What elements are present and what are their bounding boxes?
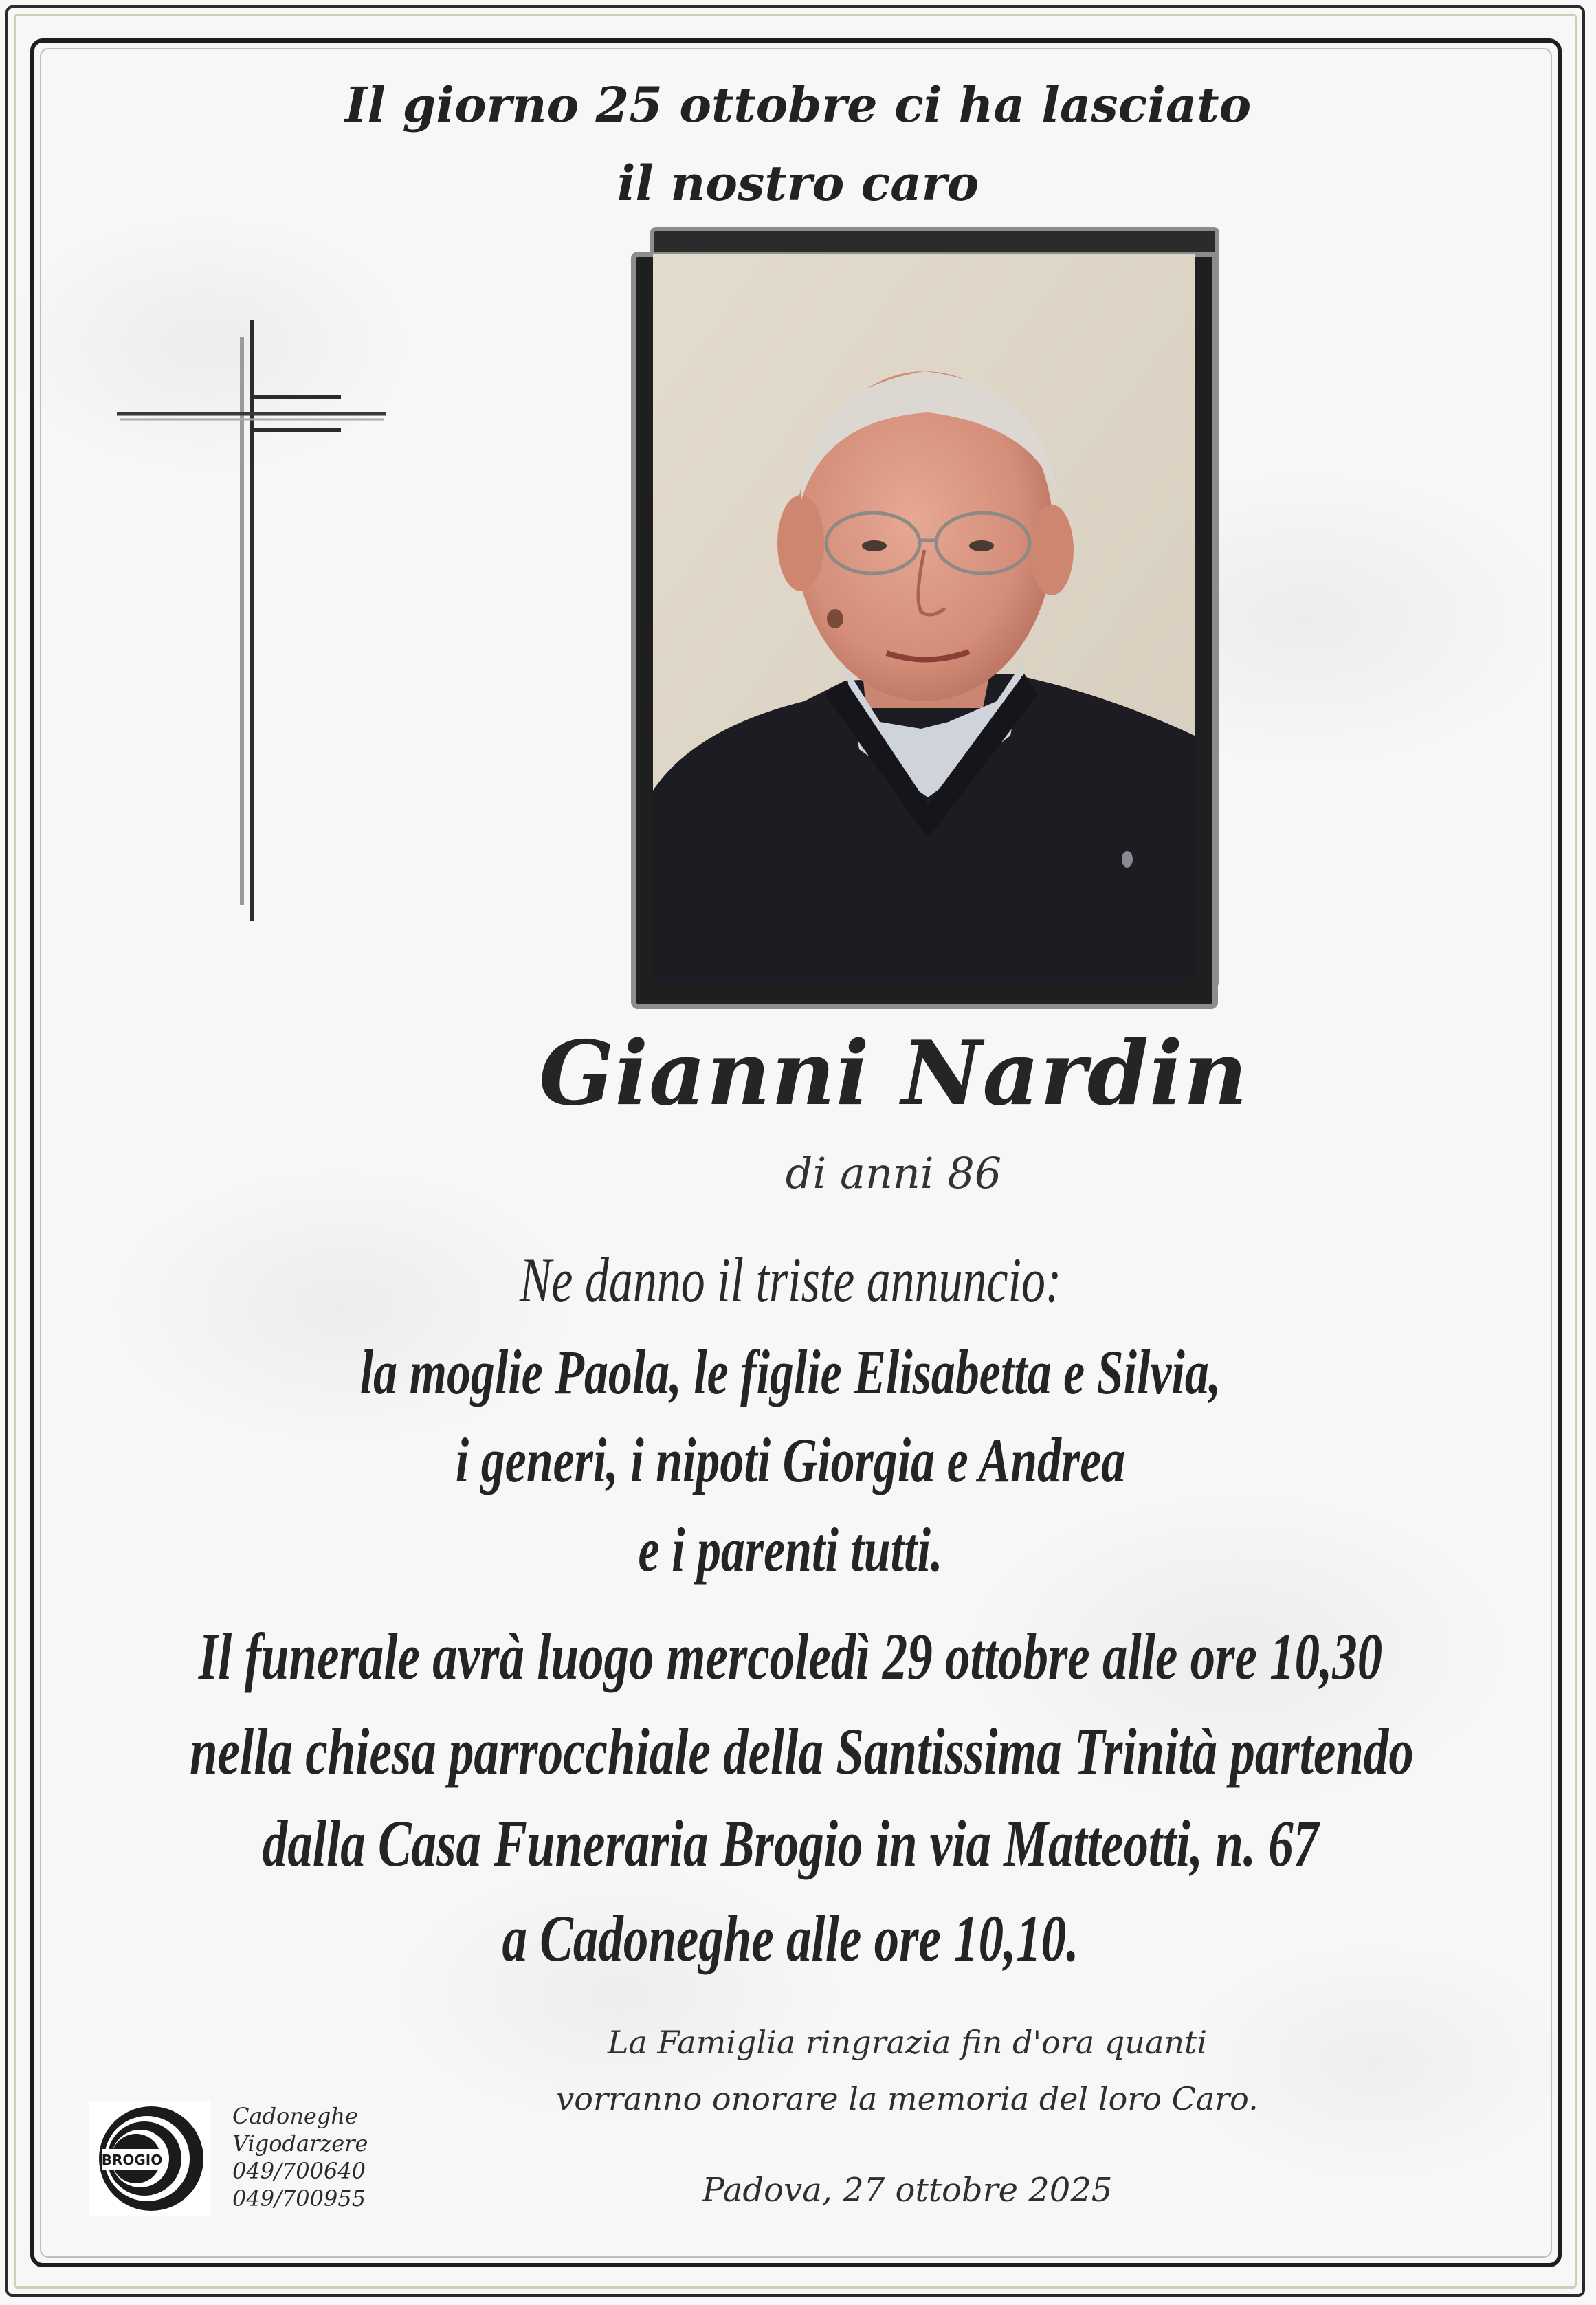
family-line: i generi, i nipoti Giorgia e Andrea bbox=[455, 1425, 1126, 1495]
thanks-line: vorranno onorare la memoria del loro Caro. bbox=[556, 2080, 1259, 2117]
funeral-home-contacts bbox=[232, 2102, 411, 2212]
brogio-logo bbox=[89, 2101, 210, 2216]
cross-icon bbox=[117, 316, 392, 935]
funeral-line: nella chiesa parrocchiale della Santissima Trinità partendo bbox=[190, 1714, 1414, 1788]
family-line: la moglie Paola, le figlie Elisabetta e Silvia, bbox=[359, 1337, 1221, 1407]
phone-number: 049/700640 bbox=[232, 2158, 366, 2184]
deceased-name: Gianni Nardin bbox=[539, 1022, 1248, 1125]
place-and-date: Padova, 27 ottobre 2025 bbox=[702, 2171, 1113, 2209]
phone-number: 049/700955 bbox=[232, 2185, 366, 2212]
funeral-line: dalla Casa Funeraria Brogio in via Matteotti, n. 67 bbox=[262, 1807, 1319, 1880]
deceased-age: di anni 86 bbox=[785, 1148, 1002, 1198]
deceased-portrait bbox=[653, 254, 1195, 982]
announcement-headline-line2: il nostro caro bbox=[617, 155, 979, 212]
logo-wordmark: BROGIO bbox=[101, 2152, 163, 2168]
thanks-line: La Famiglia ringrazia fin d'ora quanti bbox=[607, 2024, 1208, 2061]
portrait-image bbox=[653, 254, 1195, 982]
location-label: Cadoneghe bbox=[232, 2103, 358, 2129]
family-line: e i parenti tutti. bbox=[638, 1514, 943, 1585]
location-label: Vigodarzere bbox=[232, 2130, 368, 2157]
announcement-intro: Ne danno il triste annuncio: bbox=[519, 1245, 1062, 1315]
announcement-headline-line1: Il giorno 25 ottobre ci ha lasciato bbox=[344, 76, 1252, 133]
funeral-line: Il funerale avrà luogo mercoledì 29 ottobre alle ore 10,30 bbox=[198, 1620, 1383, 1693]
funeral-line: a Cadoneghe alle ore 10,10. bbox=[502, 1901, 1079, 1975]
